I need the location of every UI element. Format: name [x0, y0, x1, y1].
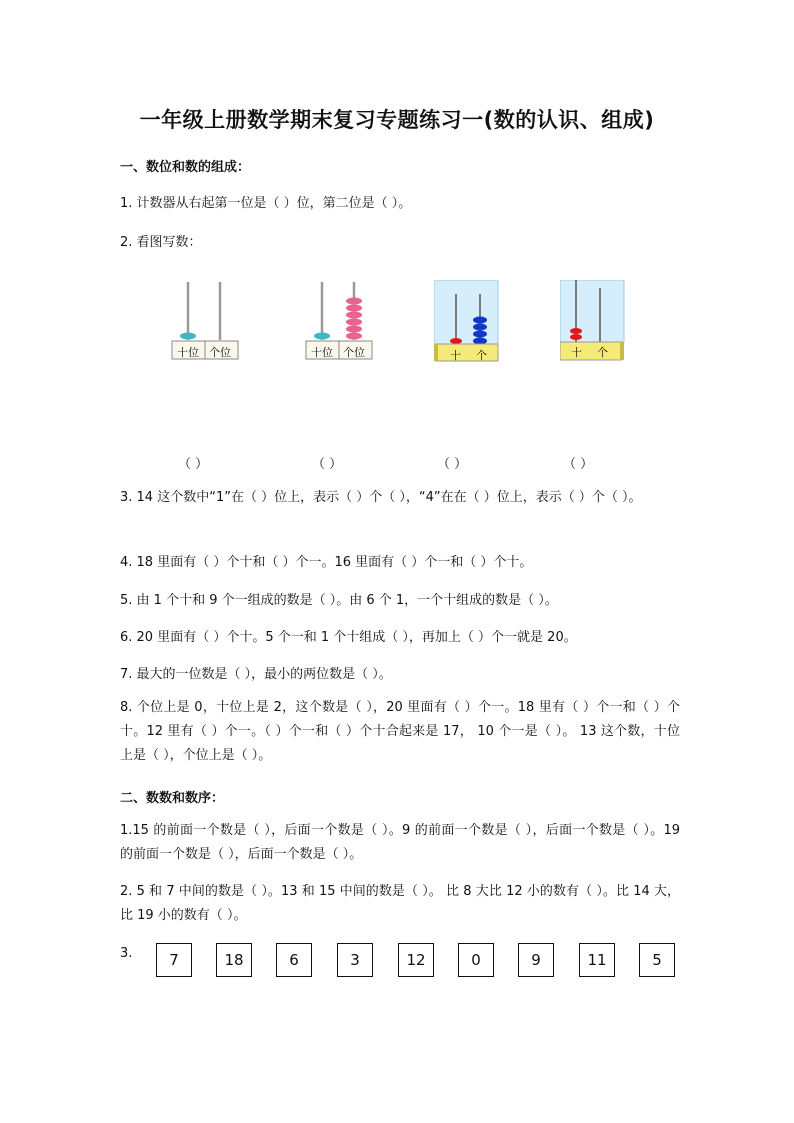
number-card: 3	[337, 943, 373, 977]
ones-bead	[346, 319, 362, 326]
question-1-1: 1. 计数器从右起第一位是（ ）位，第二位是（ ）。	[120, 196, 412, 211]
page-title: 一年级上册数学期末复习专题练习一(数的认识、组成)	[139, 108, 655, 132]
tens-bead	[570, 328, 582, 334]
answer-blank-2[interactable]: （ ）	[312, 457, 343, 472]
ones-bead	[346, 312, 362, 319]
number-card: 7	[156, 943, 192, 977]
question-1-8: 8. 个位上是 0，十位上是 2，这个数是（ ），20 里面有（ ）个一。18 里有（ ）个一和（ ）个十。12 里有（ ）个一。（ ）个一和（ ）个十合起来是 17， 10 个一是（ ）。 13 这个数，十位上是（ ），个位上是（ ）。	[120, 700, 680, 763]
number-card: 18	[216, 943, 252, 977]
ones-bead	[346, 298, 362, 305]
abacus-1-tens-label: 十位	[177, 346, 199, 359]
answer-blank-4[interactable]: （ ）	[563, 457, 594, 472]
abacus-3-tens-label: 十	[450, 349, 461, 362]
question-1-7: 7. 最大的一位数是（ ），最小的两位数是（ ）。	[120, 667, 392, 682]
ones-bead	[473, 324, 487, 331]
number-card: 0	[458, 943, 494, 977]
ones-bead	[473, 338, 487, 345]
question-1-4: 4. 18 里面有（ ）个十和（ ）个一。16 里面有（ ）个一和（ ）个十。	[120, 555, 533, 570]
answer-blank-3[interactable]: （ ）	[437, 457, 468, 472]
ones-bead	[346, 333, 362, 340]
abacus-2-tens-label: 十位	[311, 346, 333, 359]
number-card: 5	[639, 943, 675, 977]
question-1-5: 5. 由 1 个十和 9 个一组成的数是（ ）。由 6 个 1，一个十组成的数是（ ）。	[120, 593, 558, 608]
tens-bead	[180, 333, 196, 340]
answer-blank-1[interactable]: （ ）	[178, 457, 209, 472]
number-card: 9	[518, 943, 554, 977]
question-2-1: 1.15 的前面一个数是（ ），后面一个数是（ ）。9 的前面一个数是（ ），后面一个数是（ ）。19 的前面一个数是（ ），后面一个数是（ ）。	[120, 823, 680, 862]
ones-bead	[473, 331, 487, 338]
number-card: 11	[579, 943, 615, 977]
tens-bead	[570, 334, 582, 340]
abacus-4	[560, 280, 626, 364]
number-card: 6	[276, 943, 312, 977]
ones-bead	[346, 305, 362, 312]
question-2-2: 2. 5 和 7 中间的数是（ ）。13 和 15 中间的数是（ ）。 比 8 大比 12 小的数有（ ）。比 14 大，比 19 小的数有（ ）。	[120, 884, 680, 923]
section-heading-1: 一、数位和数的组成：	[120, 160, 251, 175]
abacus-2-ones-label: 个位	[343, 346, 365, 359]
abacus-1-ones-label: 个位	[209, 346, 231, 359]
abacus-4-tens-label: 十	[571, 346, 582, 359]
question-2-3: 3.	[120, 946, 133, 961]
abacus-3	[434, 280, 500, 364]
number-card: 12	[398, 943, 434, 977]
ones-bead	[346, 326, 362, 333]
section-heading-2: 二、数数和数序：	[120, 791, 225, 806]
question-1-2: 2. 看图写数：	[120, 235, 202, 250]
ones-bead	[473, 317, 487, 324]
question-1-3: 3. 14 这个数中“1”在（ ）位上，表示（ ）个（ ），“4”在在（ ）位上，表示（ ）个（ ）。	[120, 490, 642, 505]
question-1-6: 6. 20 里面有（ ）个十。5 个一和 1 个十组成（ ），再加上（ ）个一就是 20。	[120, 630, 577, 645]
abacus-4-ones-label: 个	[597, 346, 608, 359]
abacus-3-ones-label: 个	[476, 349, 487, 362]
tens-bead	[450, 338, 462, 344]
tens-bead	[314, 333, 330, 340]
